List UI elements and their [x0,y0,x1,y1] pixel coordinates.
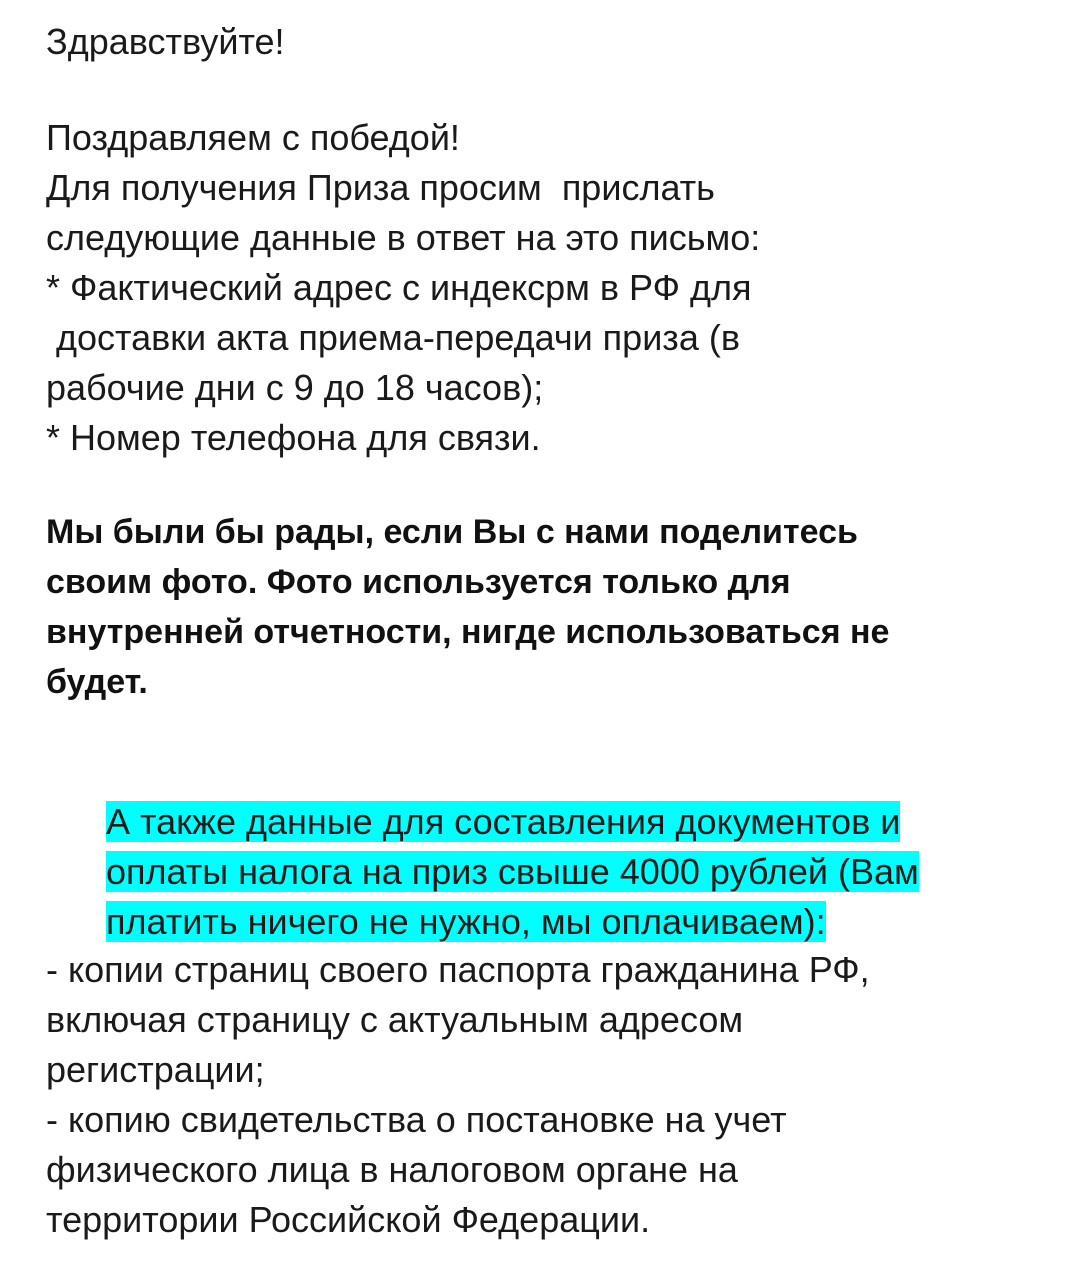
highlighted-line-wrap [46,750,901,842]
documents-line: физического лица в налоговом органе на [46,1149,738,1190]
intro-line: Для получения Приза просим прислать [46,167,715,208]
intro-line: рабочие дни с 9 до 18 часов); [46,367,544,408]
photo-request-line: Мы были бы рады, если Вы с нами поделитесь [46,513,858,551]
intro-line: следующие данные в ответ на это письмо: [46,217,761,258]
photo-request-line: будет. [46,663,148,701]
greeting-line: Здравствуйте! [46,21,285,62]
documents-line: - копии страниц своего паспорта гражданина РФ, [46,949,870,990]
highlighted-text: оплаты налога на приз свыше 4000 рублей (Вам [106,851,919,892]
highlighted-text: платить ничего не нужно, мы оплачиваем): [106,901,826,942]
intro-line: * Номер телефона для связи. [46,417,541,458]
highlighted-line-wrap [46,850,826,942]
documents-line: территории Российской Федерации. [46,1199,651,1240]
intro-line: Поздравляем с победой! [46,117,460,158]
photo-request-line: своим фото. Фото используется только для [46,563,791,601]
documents-line: включая страницу с актуальным адресом [46,999,744,1040]
documents-line: регистрации; [46,1049,265,1090]
photo-request-line: внутренней отчетности, нигде использоваться не [46,613,890,651]
intro-line: доставки акта приема-передачи приза (в [46,317,740,358]
intro-line: * Фактический адрес с индексрм в РФ для [46,267,752,308]
documents-line: - копию свидетельства о постановке на учет [46,1099,787,1140]
highlighted-line-wrap [46,800,919,892]
highlighted-text: А также данные для составления документов и [106,801,901,842]
